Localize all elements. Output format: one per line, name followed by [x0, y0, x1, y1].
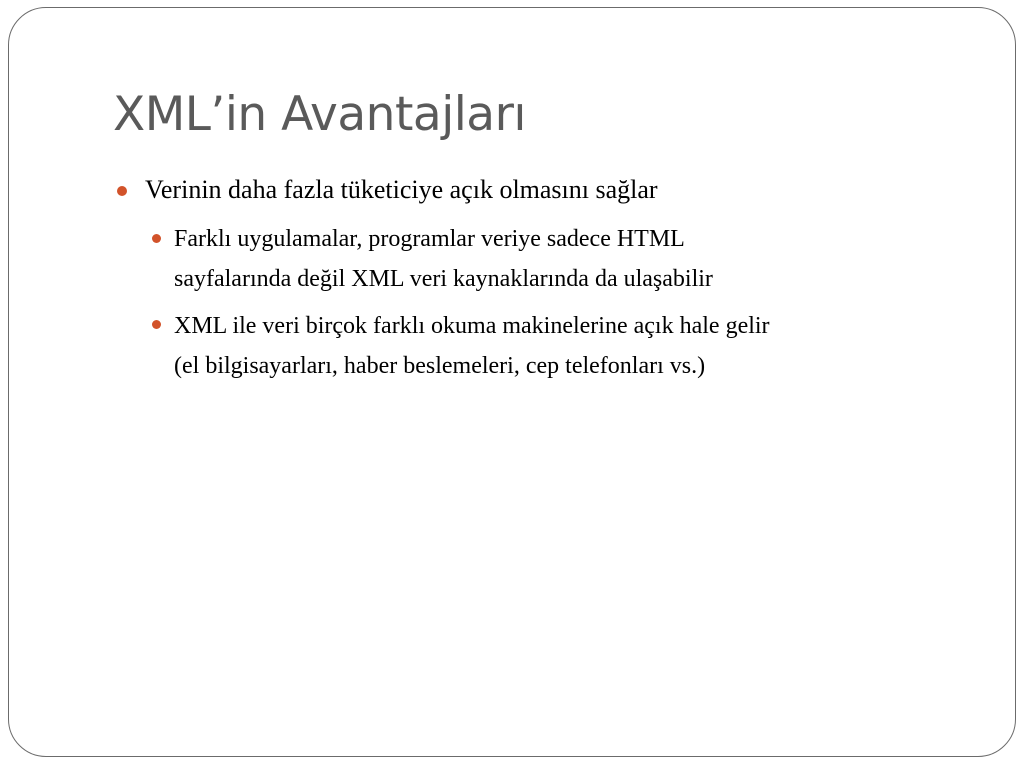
sub-bullet-line: Farklı uygulamalar, programlar veriye sadece HTML [174, 226, 685, 252]
sub-bullet-dot-icon [152, 320, 161, 329]
bullet-text: Verinin daha fazla tüketiciye açık olmasını sağlar [145, 175, 658, 204]
sub-bullet-text [174, 219, 954, 299]
bullet-dot-icon [117, 186, 127, 196]
sub-bullet-line: XML ile veri birçok farklı okuma makinelerine açık hale gelir [174, 313, 770, 339]
sub-bullet-text [174, 306, 954, 386]
sub-bullet-dot-icon [152, 234, 161, 243]
slide-title: XML’in Avantajları [113, 87, 526, 142]
sub-bullet-line: sayfalarında değil XML veri kaynaklarında da ulaşabilir [174, 266, 713, 292]
sub-bullet-line: (el bilgisayarları, haber beslemeleri, cep telefonları vs.) [174, 353, 706, 379]
